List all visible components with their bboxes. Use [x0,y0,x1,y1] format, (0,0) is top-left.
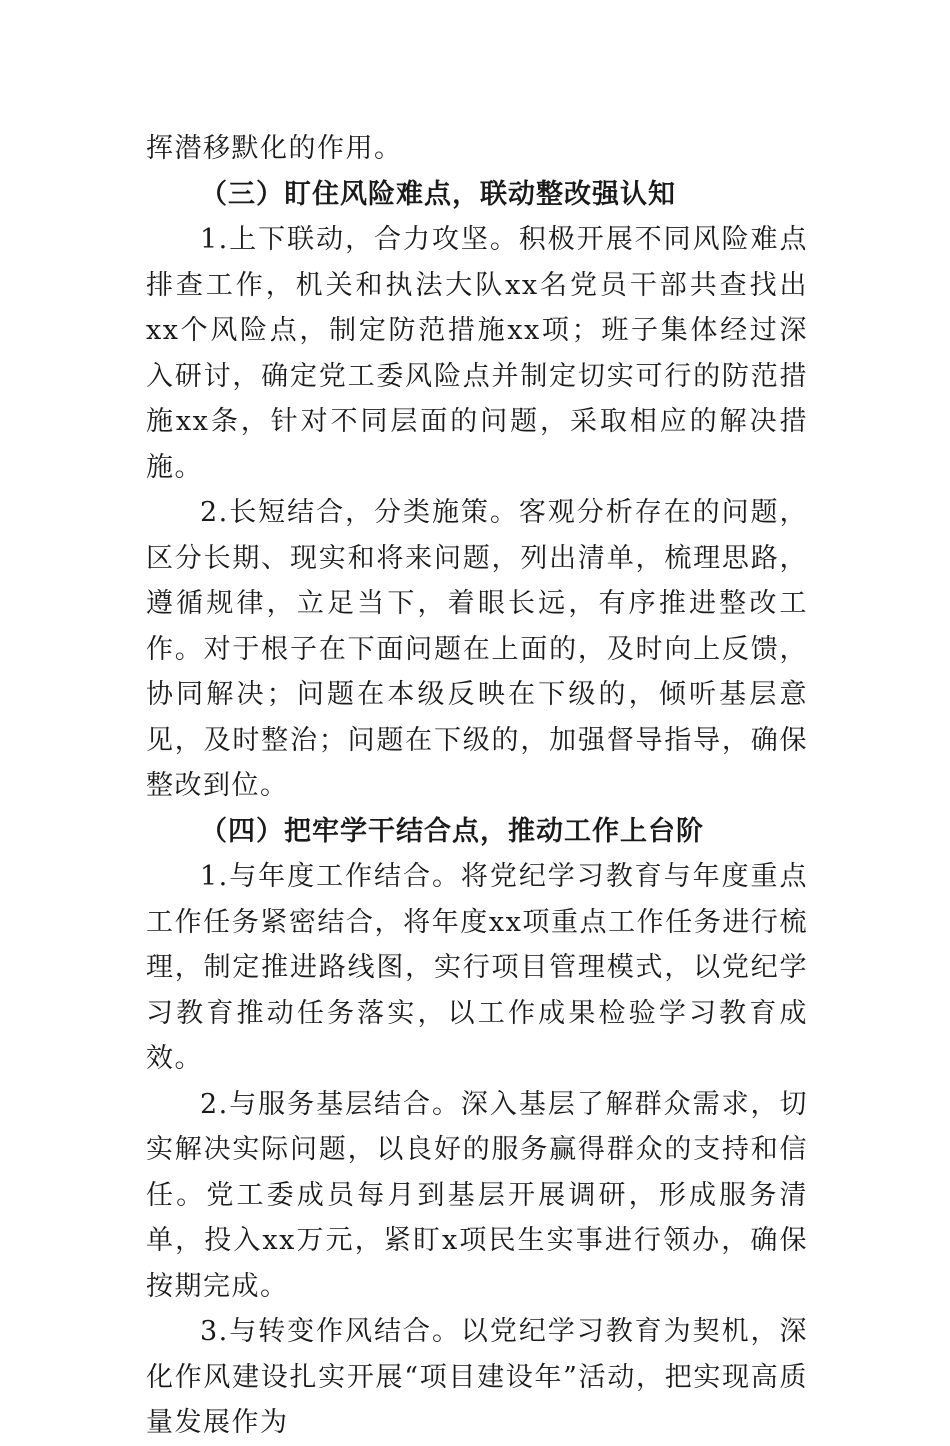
paragraph-3-1: 1.上下联动，合力攻坚。积极开展不同风险难点排查工作，机关和执法大队xx名党员干部共查找出xx个风险点，制定防范措施xx项；班子集体经过深入研讨，确定党工委风险点并制定切实可行的防范措施xx条，针对不同层面的问题，采取相应的解决措施。 [146,224,808,483]
paragraph-4-1: 1.与年度工作结合。将党纪学习教育与年度重点工作任务紧密结合，将年度xx项重点工作任务进行梳理，制定推进路线图，实行项目管理模式，以党纪学习教育推动任务落实，以工作成果检验学习教育成效。 [146,861,808,1074]
section-heading-4: （四）把牢学干结合点，推动工作上台阶 [200,815,704,847]
paragraph-4-3: 3.与转变作风结合。以党纪学习教育为契机，深化作风建设扎实开展“项目建设年”活动，把实现高质量发展作为 [146,1316,808,1438]
paragraph-3-2: 2.长短结合，分类施策。客观分析存在的问题，区分长期、现实和将来问题，列出清单，梳理思路，遵循规律，立足当下，着眼长远，有序推进整改工作。对于根子在下面问题在上面的，及时向上反馈，协同解决；问题在本级反映在下级的，倾听基层意见，及时整治；问题在下级的，加强督导指导，确保整改到位。 [146,497,808,801]
section-heading-3: （三）盯住风险难点，联动整改强认知 [200,178,676,210]
paragraph-4-2: 2.与服务基层结合。深入基层了解群众需求，切实解决实际问题，以良好的服务赢得群众的支持和信任。党工委成员每月到基层开展调研，形成服务清单，投入xx万元，紧盯x项民生实事进行领办，确保按期完成。 [146,1088,808,1302]
document-page [146,126,808,1446]
paragraph-continuation: 挥潜移默化的作用。 [146,133,403,164]
